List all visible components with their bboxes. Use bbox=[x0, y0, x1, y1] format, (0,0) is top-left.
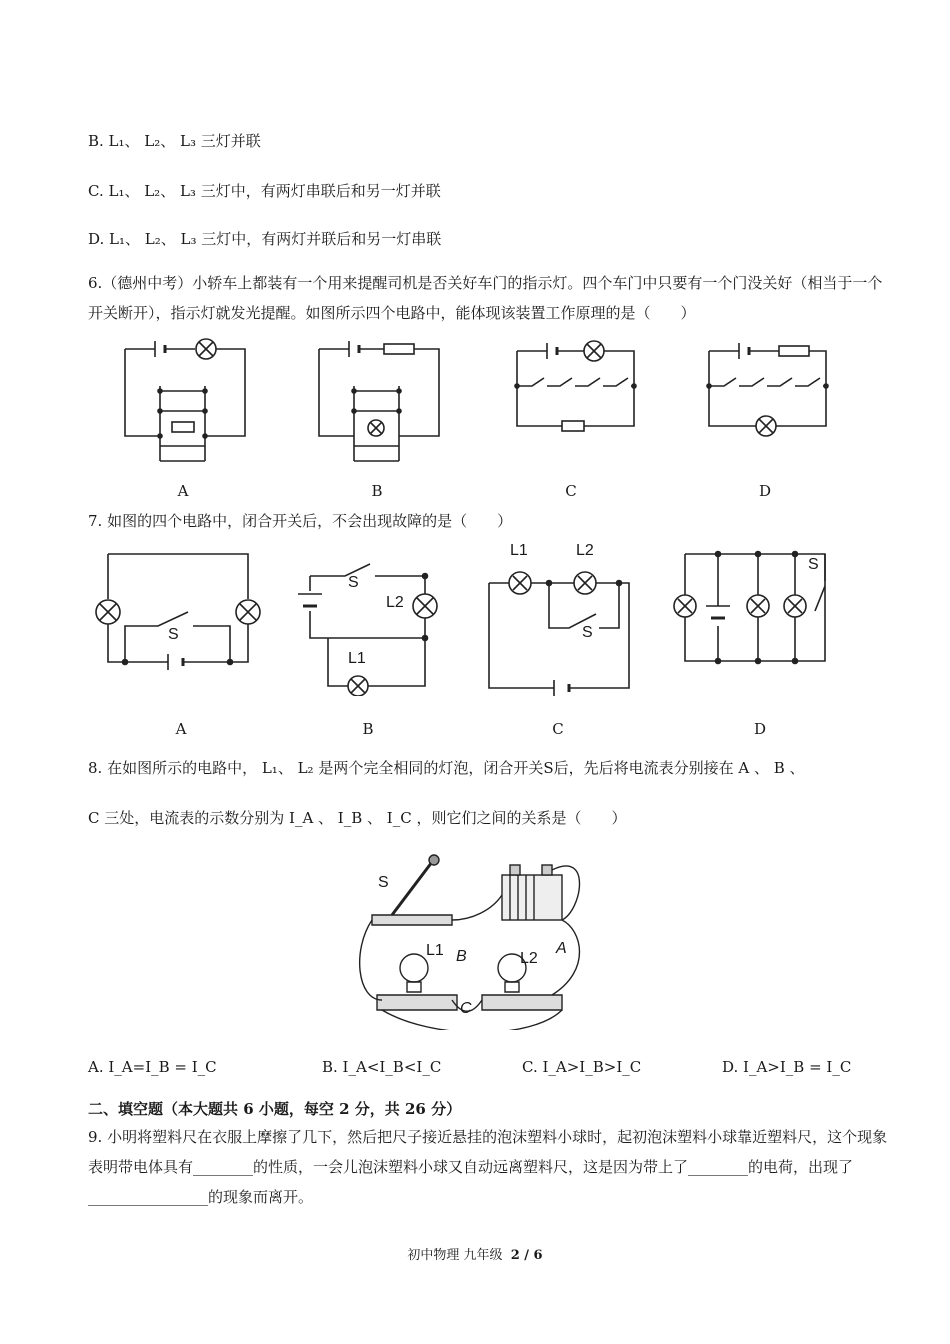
q7a-switch-label: S bbox=[168, 626, 179, 643]
q6-text: 6.（德州中考）小轿车上都装有一个用来提醒司机是否关好车门的指示灯。四个车门中只要有一个门没关好（相当于一个开关断开），指示灯就发光提醒。如图所示四个电路中，能体现该装置工作原理的是（ ） bbox=[88, 274, 883, 322]
q8-option-c: C. I_A>I_B>I_C bbox=[522, 1058, 642, 1076]
page-number: 2 / 6 bbox=[510, 1248, 543, 1263]
q7-text: 7. 如图的四个电路中，闭合开关后，不会出现故障的是（ ） bbox=[88, 512, 513, 530]
q6-label-d: D bbox=[758, 482, 772, 500]
q8-switch-label: S bbox=[378, 874, 389, 891]
q6-circuit-b bbox=[314, 336, 444, 471]
q6-label-c: C bbox=[565, 482, 577, 500]
page-footer bbox=[0, 1244, 950, 1263]
q8-option-a: A. I_A=I_B = I_C bbox=[88, 1058, 217, 1076]
q8-l1-label: L1 bbox=[426, 942, 444, 959]
q8-text-line2: C 三处，电流表的示数分别为 I_A 、 I_B 、 I_C ，则它们之间的关系是（ ） bbox=[88, 809, 627, 827]
q8-apparatus-figure bbox=[352, 850, 602, 1030]
q8-point-a: A bbox=[556, 940, 567, 957]
q7-label-c: C bbox=[552, 720, 564, 738]
q8-option-d: D. I_A>I_B = I_C bbox=[722, 1058, 852, 1076]
q6-circuit-a bbox=[120, 336, 250, 471]
q5-option-b: B. L₁、 L₂、 L₃ 三灯并联 bbox=[88, 132, 261, 150]
q8-point-c: C bbox=[460, 1000, 472, 1017]
q6-label-a: A bbox=[177, 482, 189, 500]
q7-circuit-c bbox=[484, 542, 644, 698]
q7-label-d: D bbox=[753, 720, 767, 738]
q7d-switch-label: S bbox=[808, 556, 819, 573]
q8-text-line1: 8. 在如图所示的电路中， L₁、 L₂ 是两个完全相同的灯泡，闭合开关S后，先后将电流表分别接在 A 、 B 、 bbox=[88, 759, 805, 777]
q7-label-b: B bbox=[362, 720, 374, 738]
q7c-switch-label: S bbox=[582, 624, 593, 641]
q8-point-b: B bbox=[456, 948, 467, 965]
section-heading: 二、填空题（本大题共 6 小题，每空 2 分，共 26 分） bbox=[88, 1100, 462, 1118]
q8-l2-label: L2 bbox=[520, 950, 538, 967]
q7-circuit-b bbox=[290, 556, 450, 696]
q7b-l2-label: L2 bbox=[386, 594, 404, 611]
q5-option-c: C. L₁、 L₂、 L₃ 三灯中，有两灯串联后和另一灯并联 bbox=[88, 182, 441, 200]
q8-option-b: B. I_A<I_B<I_C bbox=[322, 1058, 442, 1076]
q5-option-d: D. L₁、 L₂、 L₃ 三灯中，有两灯并联后和另一灯串联 bbox=[88, 230, 442, 248]
q6-circuit-c bbox=[512, 336, 642, 446]
q6-label-b: B bbox=[371, 482, 383, 500]
q7-circuit-d bbox=[670, 546, 835, 676]
q7c-l1-label: L1 bbox=[510, 542, 528, 559]
q9-text: 9. 小明将塑料尺在衣服上摩擦了几下，然后把尺子接近悬挂的泡沫塑料小球时，起初泡沫塑料小球靠近塑料尺，这个现象表明带电体具有________的性质，一会儿泡沫塑料小球又自动远离塑料尺，这是因为带上了________的电荷，出现了________________的现象而离开。 bbox=[88, 1128, 888, 1206]
q6-circuit-d bbox=[704, 336, 834, 446]
q7b-switch-label: S bbox=[348, 574, 359, 591]
q7b-l1-label: L1 bbox=[348, 650, 366, 667]
q7-label-a: A bbox=[175, 720, 187, 738]
q7-circuit-a bbox=[88, 544, 268, 694]
q7c-l2-label: L2 bbox=[576, 542, 594, 559]
footer-text: 初中物理 九年级 bbox=[407, 1248, 503, 1263]
